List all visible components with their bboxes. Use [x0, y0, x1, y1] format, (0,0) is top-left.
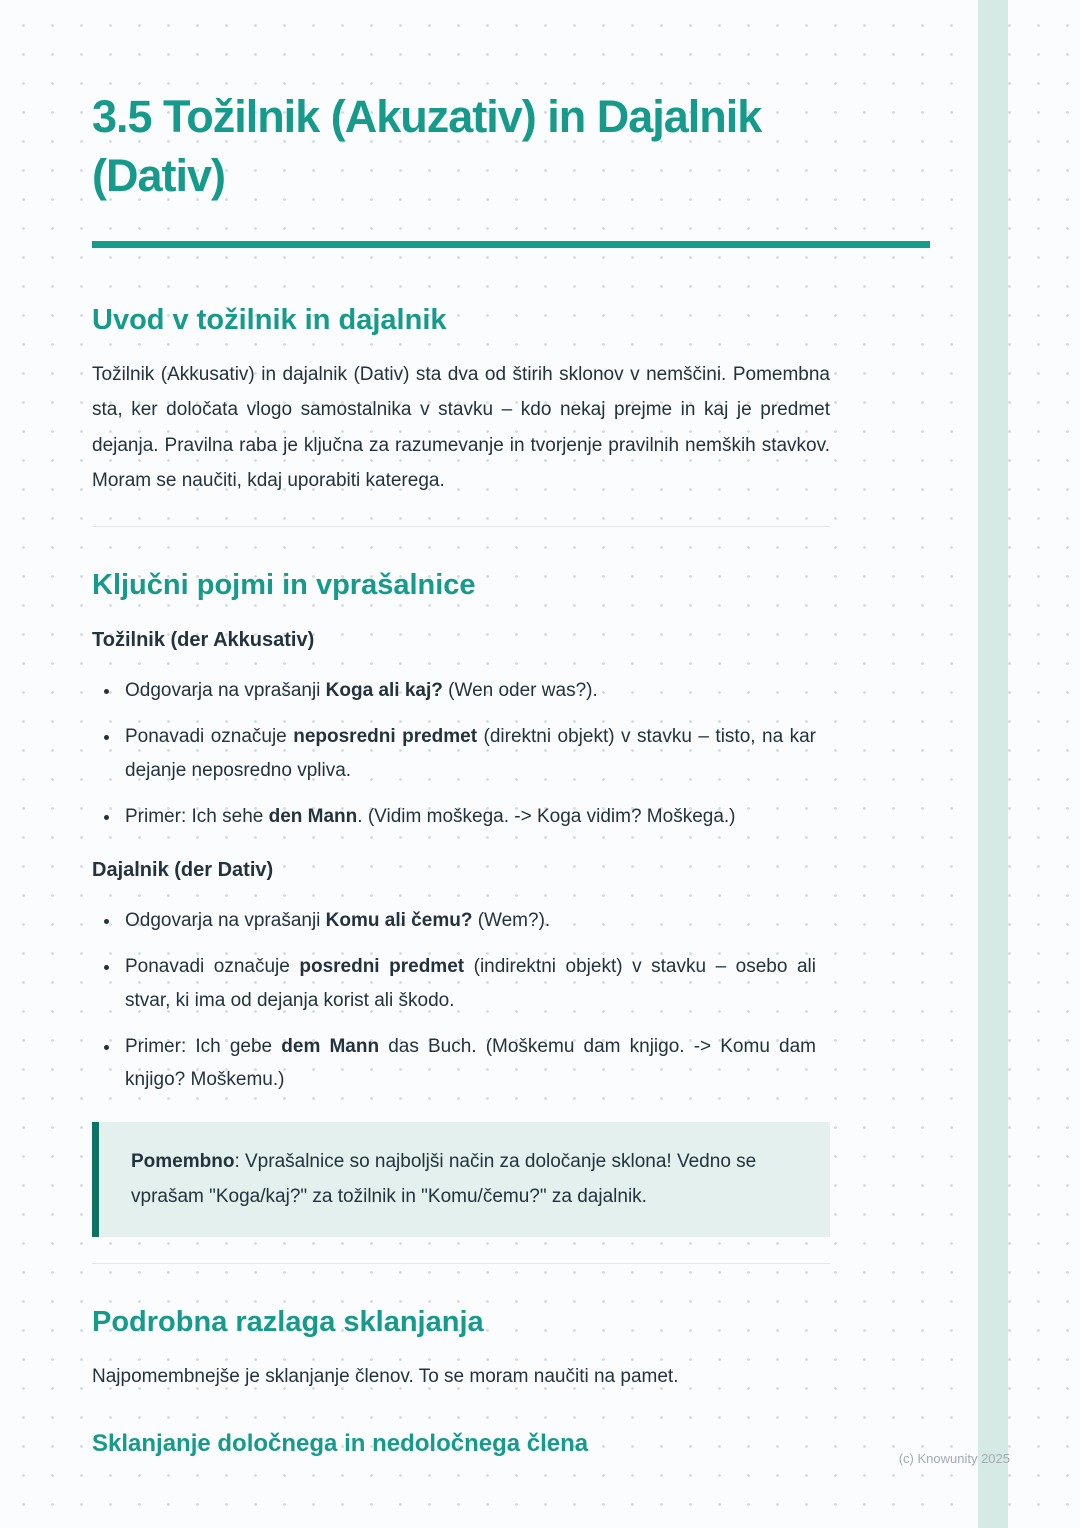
dativ-bullet-list: [101, 904, 816, 1096]
copyright-footer: (c) Knowunity 2025: [898, 1451, 1010, 1466]
section-divider: [92, 526, 830, 527]
subheading-akkusativ: Tožilnik (der Akkusativ): [92, 629, 315, 652]
akkusativ-bullet-list: [101, 674, 816, 833]
bullet-text-pre: Primer: Ich sehe: [125, 805, 269, 827]
bullet-text-bold: Koga ali kaj?: [325, 680, 443, 702]
section-divider: [92, 1263, 830, 1264]
bullet-text-bold: dem Mann: [281, 1035, 380, 1057]
callout-body: : Vprašalnice so najboljši način za določanje sklona! Vedno se vprašam "Koga/kaj?" za tožilnik in "Komu/čemu?" za dajalnik.: [131, 1151, 757, 1208]
important-callout: [92, 1122, 830, 1236]
bullet-text-bold: posredni predmet: [299, 956, 465, 978]
section-heading-intro: Uvod v tožilnik in dajalnik: [92, 304, 447, 336]
list-item: [121, 720, 816, 787]
declension-paragraph: Najpomembnejše je sklanjanje členov. To se moram naučiti na pamet.: [92, 1365, 679, 1387]
section-heading-declension: Podrobna razlaga sklanjanja: [92, 1305, 484, 1338]
bullet-text-post: . (Vidim moškega. -> Koga vidim? Moškega.): [357, 805, 736, 827]
bullet-text-post: das Buch. (Moškemu dam knjigo. -> Komu dam knjigo? Moškemu.): [125, 1035, 816, 1091]
subheading-dativ: Dajalnik (der Dativ): [92, 859, 274, 882]
bullet-text-pre: Ponavadi označuje: [125, 956, 300, 978]
page-edge-strip: [978, 0, 1008, 1528]
section-heading-concepts: Ključni pojmi in vprašalnice: [92, 568, 476, 601]
bullet-text-post: (Wem?).: [472, 910, 551, 932]
bullet-text-pre: Primer: Ich gebe: [125, 1035, 282, 1057]
bullet-text-bold: Komu ali čemu?: [325, 910, 473, 932]
callout-label: Pomembno: [131, 1151, 235, 1173]
list-item: [121, 1030, 816, 1097]
bullet-text-pre: Odgovarja na vprašanji: [125, 910, 326, 932]
page-title: 3.5 Tožilnik (Akuzativ) in Dajalnik (Dativ): [92, 91, 762, 201]
list-item: [121, 950, 816, 1017]
bullet-text-bold: neposredni predmet: [293, 726, 478, 748]
intro-paragraph: Tožilnik (Akkusativ) in dajalnik (Dativ) sta dva od štirih sklonov v nemščini. Pomembna sta, ker določata vlogo samostalnika v stavku – kdo nekaj prejme in kaj je predmet dejanja. Pravilna raba je ključna za razumevanje in tvorjenje pravilnih nemških stavkov. Moram se naučiti, kdaj uporabiti katerega.: [92, 364, 830, 491]
bullet-text-pre: Ponavadi označuje: [125, 726, 294, 748]
list-item: [121, 674, 816, 707]
callout-text: [131, 1144, 800, 1214]
subsection-heading-articles: Sklanjanje določnega in nedoločnega člena: [92, 1429, 589, 1457]
list-item: [121, 904, 816, 937]
bullet-text-pre: Odgovarja na vprašanji: [125, 680, 326, 702]
bullet-text-bold: den Mann: [268, 805, 358, 827]
bullet-text-post: (direktni objekt) v stavku – tisto, na kar dejanje neposredno vpliva.: [125, 726, 816, 781]
bullet-text-post: (indirektni objekt) v stavku – osebo ali stvar, ki ima od dejanja korist ali škodo.: [125, 956, 816, 1011]
bullet-text-post: (Wen oder was?).: [442, 680, 598, 702]
title-rule: [92, 241, 930, 248]
list-item: [121, 800, 816, 833]
